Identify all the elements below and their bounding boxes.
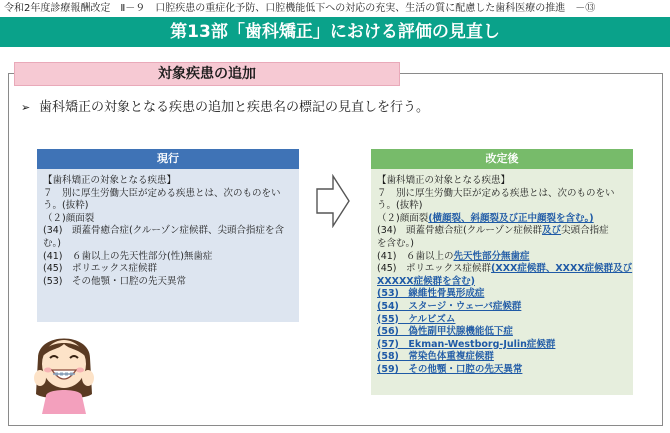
revised-panel-header: 改定後 — [371, 149, 633, 169]
current-line: む。) — [43, 237, 61, 249]
new-item: (55) ケルビズム — [377, 313, 456, 325]
current-panel — [37, 149, 299, 322]
current-line: （２)顔面裂 — [43, 212, 95, 224]
revised-line: を含む。) — [377, 237, 414, 249]
revised-line: 【歯科矯正の対象となる疾患】 — [377, 175, 511, 186]
added-text: 及び — [542, 225, 562, 237]
added-text: XXXXX症候群を含む) — [377, 275, 475, 287]
revised-panel-body — [371, 169, 633, 395]
girl-with-braces-icon — [30, 318, 98, 414]
current-line: (45) ポリエックス症候群 — [43, 263, 158, 275]
current-line: (41) ６歯以上の先天性部分(性)無歯症 — [43, 250, 213, 262]
current-panel-header: 現行 — [37, 149, 299, 169]
current-line: (53) その他顎・口腔の先天異常 — [43, 275, 187, 287]
revised-line — [377, 276, 627, 289]
lead-text: 歯科矯正の対象となる疾患の追加と疾患名の標記の見直しを行う。 — [39, 100, 430, 115]
revised-line: (41) ６歯以上の先天性部分無歯症 — [377, 250, 530, 262]
right-arrow-icon — [316, 174, 350, 228]
new-item: (54) スタージ・ウェーバ症候群 — [377, 300, 522, 312]
revised-line: ７ 別に厚生労働大臣が定める疾患とは、次のものをい — [377, 187, 615, 199]
new-item: (53) 線維性骨異形成症 — [377, 288, 485, 300]
current-line: 【歯科矯正の対象となる疾患】 — [43, 175, 177, 186]
new-item: (58) 常染色体重複症候群 — [377, 351, 494, 363]
revised-panel — [371, 149, 633, 395]
added-text: 先天性部分無歯症 — [453, 250, 530, 262]
top-note: 令和2年度診療報酬改定 Ⅱ－９ 口腔疾患の重症化予防、口腔機能低下への対応の充実、生活の質に配慮した歯科医療の推進 －⑬ — [4, 3, 596, 14]
revised-line: (45) ポリエックス症候群(XXX症候群、XXXX症候群及び — [377, 263, 633, 275]
new-item: (57) Ekman-Westborg-Julin症候群 — [377, 338, 556, 350]
section-tab: 対象疾患の追加 — [14, 62, 400, 86]
revised-line: う。(抜粋) — [377, 200, 423, 212]
revised-line: （２)顔面裂(横顔裂、斜顔裂及び正中顔裂を含む。) — [377, 212, 594, 224]
new-item: (56) 偽性副甲状腺機能低下症 — [377, 326, 513, 338]
page-title: 第13部「歯科矯正」における評価の見直し — [170, 22, 500, 42]
current-line: (34) 頭蓋骨癒合症(クルーゾン症候群、尖頭合指症を含 — [43, 225, 285, 237]
current-line: ７ 別に厚生労働大臣が定める疾患とは、次のものをい — [43, 187, 281, 199]
lead-statement — [21, 99, 429, 117]
current-panel-body — [37, 169, 299, 322]
added-text: (XXX症候群、XXXX症候群及び — [491, 263, 633, 275]
title-bar — [0, 17, 670, 47]
current-line: う。(抜粋) — [43, 200, 89, 212]
bullet-arrow-icon: ➢ — [21, 101, 31, 114]
new-item: (59) その他顎・口腔の先天異常 — [377, 363, 523, 375]
revised-line: (34) 頭蓋骨癒合症(クルーゾン症候群及び尖頭合指症 — [377, 225, 609, 237]
added-text: (横顔裂、斜顔裂及び正中顔裂を含む。) — [428, 212, 594, 224]
